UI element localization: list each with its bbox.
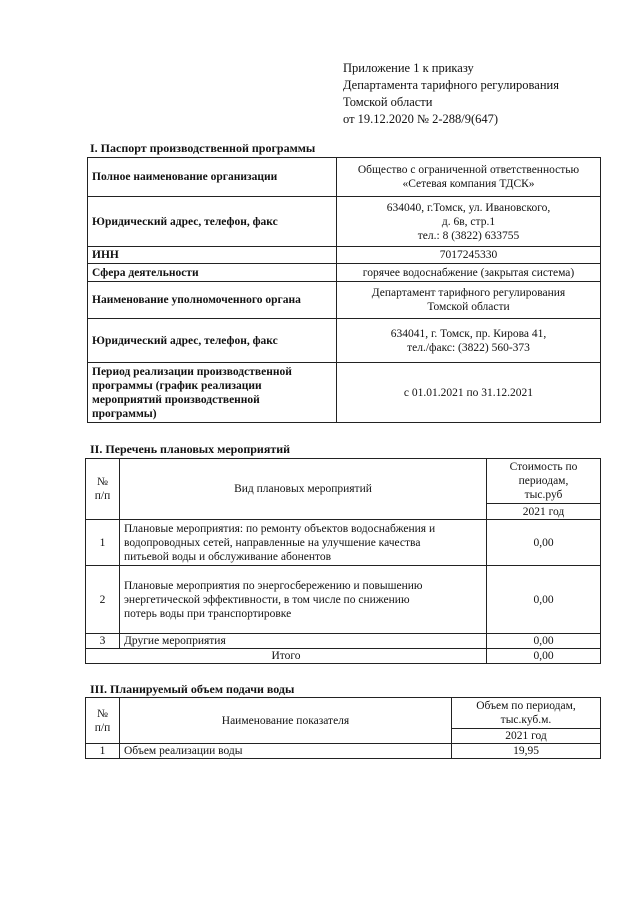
section1-title: I. Паспорт производственной программы [90, 141, 316, 155]
table-row [88, 247, 601, 264]
table-row [88, 158, 601, 197]
row-value: Департамент тарифного регулирования Томской области [337, 282, 601, 319]
section2-title: II. Перечень плановых мероприятий [90, 442, 291, 456]
table-row [88, 363, 601, 423]
row-label: Период реализации производственной программы (график реализации мероприятий производственной программы) [88, 363, 337, 423]
table-row [86, 634, 601, 649]
table-row [86, 520, 601, 566]
header-line: Томской области [343, 95, 433, 109]
row-name: Другие мероприятия [120, 634, 487, 649]
document-header [343, 60, 559, 128]
header-line: Департамента тарифного регулирования [343, 78, 559, 92]
col-num-header: № п/п [86, 459, 120, 520]
row-value: 0,00 [487, 520, 601, 566]
row-label: Юридический адрес, телефон, факс [88, 319, 337, 363]
row-value: 19,95 [452, 744, 601, 759]
passport-table [87, 157, 601, 423]
row-label: Юридический адрес, телефон, факс [88, 197, 337, 247]
row-num: 3 [86, 634, 120, 649]
row-value: 634040, г.Томск, ул. Ивановского, д. 6в, стр.1 тел.: 8 (3822) 633755 [337, 197, 601, 247]
header-line: от 19.12.2020 № 2-288/9(647) [343, 112, 499, 126]
row-name: Плановые мероприятия: по ремонту объектов водоснабжения и водопроводных сетей, направленные на улучшение качества питьевой воды и обслуживание абонентов [120, 520, 487, 566]
table-row [88, 282, 601, 319]
table-header-row [86, 459, 601, 504]
header-line: Приложение 1 к приказу [343, 61, 474, 75]
section3-title: III. Планируемый объем подачи воды [90, 682, 295, 696]
row-value: с 01.01.2021 по 31.12.2021 [337, 363, 601, 423]
row-value: 634041, г. Томск, пр. Кирова 41, тел./факс: (3822) 560-373 [337, 319, 601, 363]
row-value: 7017245330 [337, 247, 601, 264]
col-year-header: 2021 год [487, 504, 601, 520]
col-vol-header: Объем по периодам, тыс.куб.м. [452, 698, 601, 729]
table-header-row [86, 698, 601, 729]
total-label: Итого [86, 649, 487, 664]
table-row [88, 319, 601, 363]
measures-table [85, 458, 601, 664]
col-cost-header: Стоимость по периодам, тыс.руб [487, 459, 601, 504]
row-label: Наименование уполномоченного органа [88, 282, 337, 319]
table-row [86, 566, 601, 634]
row-num: 2 [86, 566, 120, 634]
col-year-header: 2021 год [452, 729, 601, 744]
row-label: Сфера деятельности [88, 264, 337, 282]
col-name-header: Вид плановых мероприятий [120, 459, 487, 520]
volume-table [85, 697, 601, 759]
row-label: ИНН [88, 247, 337, 264]
col-num-header: № п/п [86, 698, 120, 744]
table-row [86, 744, 601, 759]
row-name: Объем реализации воды [120, 744, 452, 759]
table-row [88, 264, 601, 282]
row-label: Полное наименование организации [88, 158, 337, 197]
row-name: Плановые мероприятия по энергосбережению и повышению энергетической эффективности, в том числе по снижению потерь воды при транспортировке [120, 566, 487, 634]
col-name-header: Наименование показателя [120, 698, 452, 744]
row-value: Общество с ограниченной ответственностью «Сетевая компания ТДСК» [337, 158, 601, 197]
total-value: 0,00 [487, 649, 601, 664]
table-row [88, 197, 601, 247]
row-value: 0,00 [487, 634, 601, 649]
table-total-row [86, 649, 601, 664]
row-num: 1 [86, 520, 120, 566]
row-num: 1 [86, 744, 120, 759]
row-value: 0,00 [487, 566, 601, 634]
row-value: горячее водоснабжение (закрытая система) [337, 264, 601, 282]
